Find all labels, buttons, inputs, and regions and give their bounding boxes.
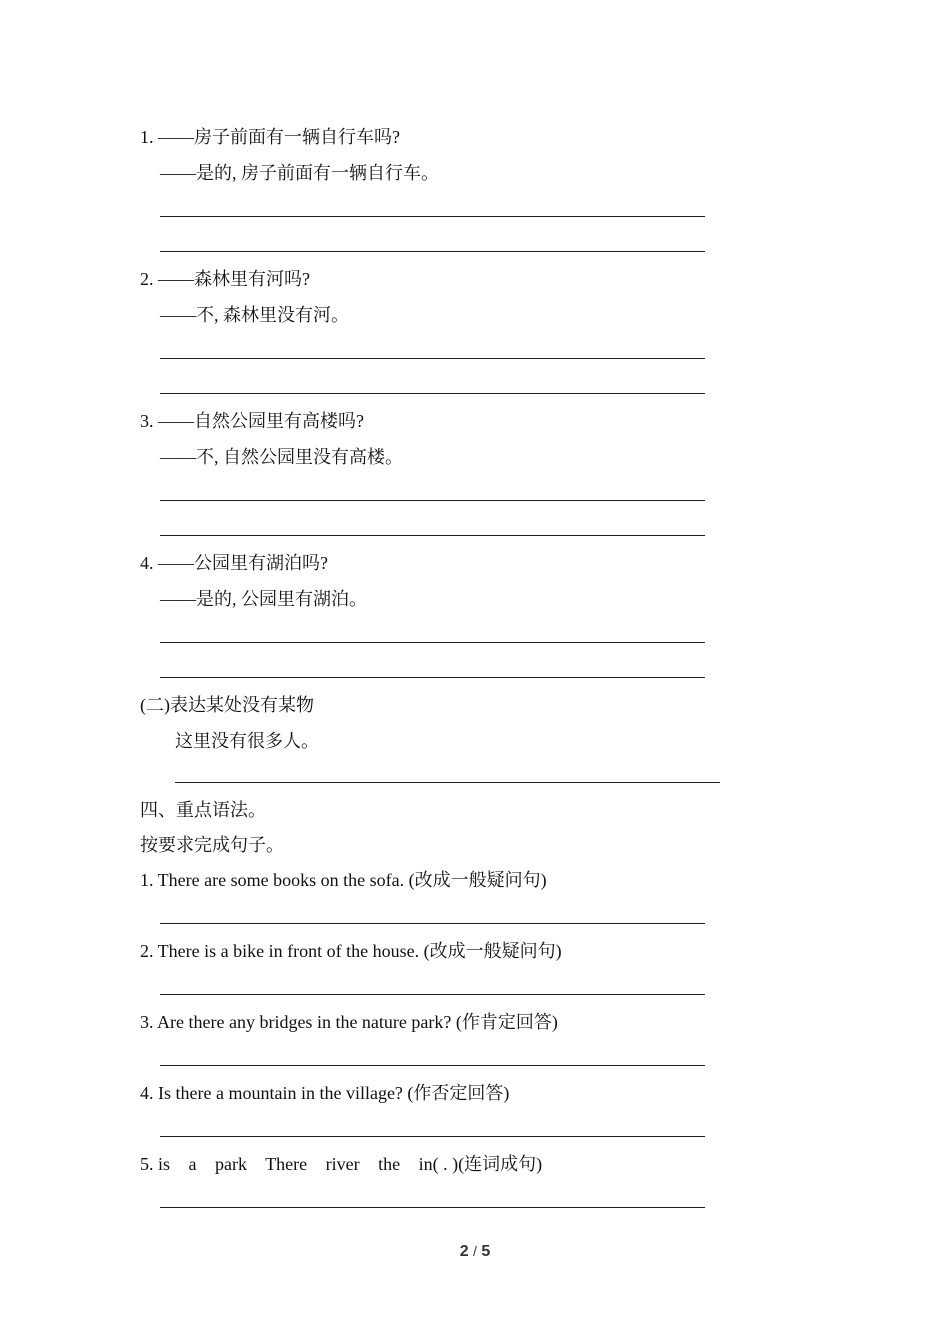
page-separator: / xyxy=(473,1243,477,1259)
answer-line[interactable] xyxy=(160,251,705,252)
section-4-instruction: 按要求完成句子。 xyxy=(140,835,284,855)
grammar-item-1: 1. There are some books on the sofa. (改成一般疑问句) xyxy=(140,870,547,890)
answer-line[interactable] xyxy=(160,535,705,536)
answer-line[interactable] xyxy=(160,1136,705,1137)
question-3: 3. ——自然公园里有高楼吗? xyxy=(140,411,364,431)
answer-3: ——不, 自然公园里没有高楼。 xyxy=(160,447,403,467)
question-4: 4. ——公园里有湖泊吗? xyxy=(140,553,328,573)
answer-line[interactable] xyxy=(160,677,705,678)
question-1: 1. ——房子前面有一辆自行车吗? xyxy=(140,127,400,147)
answer-line[interactable] xyxy=(160,393,705,394)
answer-line[interactable] xyxy=(160,216,705,217)
scramble-word: the xyxy=(378,1154,401,1174)
answer-4: ——是的, 公园里有湖泊。 xyxy=(160,589,367,609)
section-2-prompt: 这里没有很多人。 xyxy=(175,731,319,751)
answer-line[interactable] xyxy=(160,642,705,643)
grammar-item-2: 2. There is a bike in front of the house. (改成一般疑问句) xyxy=(140,941,562,961)
answer-line[interactable] xyxy=(160,358,705,359)
scramble-word: in( . )(连词成句) xyxy=(418,1154,543,1174)
answer-1: ——是的, 房子前面有一辆自行车。 xyxy=(160,163,439,183)
question-2: 2. ——森林里有河吗? xyxy=(140,269,310,289)
grammar-item-3: 3. Are there any bridges in the nature park? (作肯定回答) xyxy=(140,1012,558,1032)
grammar-item-4: 4. Is there a mountain in the village? (作否定回答) xyxy=(140,1083,510,1103)
scramble-word: park xyxy=(215,1154,247,1174)
answer-line[interactable] xyxy=(160,994,705,995)
answer-line[interactable] xyxy=(160,923,705,924)
section-2-heading: (二)表达某处没有某物 xyxy=(140,695,314,715)
item-number: 5. xyxy=(140,1154,154,1174)
page-number xyxy=(0,1243,950,1261)
page-total: 5 xyxy=(481,1243,491,1260)
answer-line[interactable] xyxy=(160,1207,705,1208)
answer-line[interactable] xyxy=(160,1065,705,1066)
scramble-word: a xyxy=(188,1154,197,1174)
section-4-heading: 四、重点语法。 xyxy=(140,800,266,820)
scramble-word: There xyxy=(265,1154,308,1174)
answer-line[interactable] xyxy=(160,500,705,501)
scramble-word: is xyxy=(158,1154,171,1174)
scramble-word: river xyxy=(325,1154,360,1174)
grammar-item-5 xyxy=(140,1153,542,1175)
answer-line[interactable] xyxy=(175,782,720,783)
page-current: 2 xyxy=(459,1243,469,1260)
answer-2: ——不, 森林里没有河。 xyxy=(160,305,349,325)
